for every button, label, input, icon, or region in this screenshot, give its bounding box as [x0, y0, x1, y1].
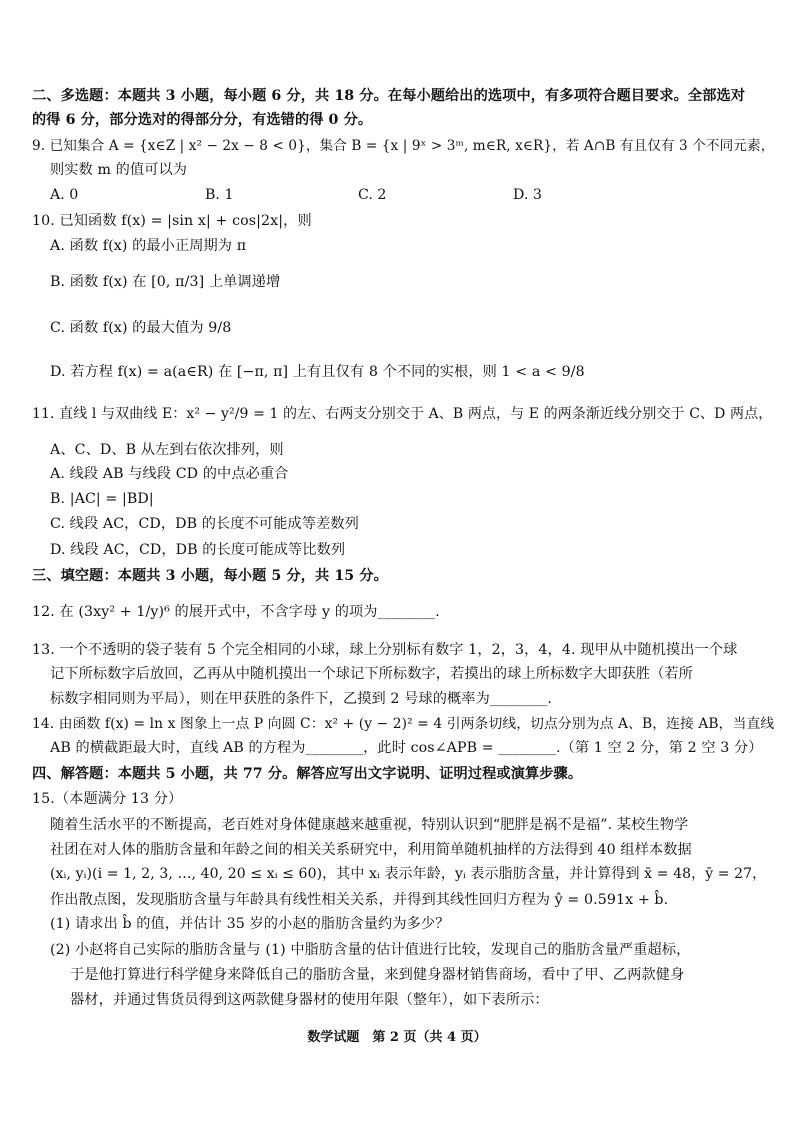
question-12: 12. 在 (3xy² + 1/y)⁶ 的展开式中，不含字母 y 的项为________. [32, 604, 440, 620]
question-10-option-b: B. 函数 f(x) 在 [0, π/3] 上单调递增 [50, 274, 281, 290]
question-9-option-b: B. 1 [205, 187, 234, 203]
question-11-stem-cont: A、C、D、B 从左到右依次排列，则 [50, 442, 284, 458]
question-10-stem: 10. 已知函数 f(x) = |sin x| + cos|2x|，则 [32, 213, 312, 229]
question-9-option-d: D. 3 [513, 187, 542, 203]
question-15-paragraph-line-3: (xᵢ, yᵢ)(i = 1, 2, 3, …, 40, 20 ≤ xᵢ ≤ 60)，其中 xᵢ 表示年龄，yᵢ 表示脂肪含量，并计算得到 x̄ = 48，ȳ = 27， [50, 866, 767, 882]
question-11-option-d: D. 线段 AC，CD，DB 的长度可能成等比数列 [50, 542, 346, 558]
question-10-option-a: A. 函数 f(x) 的最小正周期为 π [50, 238, 247, 254]
question-11-option-b: B. |AC| = |BD| [50, 491, 154, 507]
question-15-paragraph-line-1: 随着生活水平的不断提高，老百姓对身体健康越来越重视，特别认识到“肥胖是祸不是福”. 某校生物学 [50, 817, 689, 833]
question-15-part-2-line-1: (2) 小赵将自己实际的脂肪含量与 (1) 中脂肪含量的估计值进行比较，发现自己的脂肪含量严重超标， [50, 942, 691, 958]
question-13-line-3: 标数字相同则为平局），则在甲获胜的条件下，乙摸到 2 号球的概率为________. [50, 691, 553, 707]
question-14-line-2: AB 的横截距最大时，直线 AB 的方程为________，此时 cos∠APB = ________.（第 1 空 2 分，第 2 空 3 分） [50, 740, 763, 756]
question-9-option-c: C. 2 [358, 187, 387, 203]
question-9-stem: 9. 已知集合 A = {x∈Z | x² − 2x − 8 < 0}，集合 B = {x | 9ˣ > 3ᵐ, m∈R, x∈R}，若 A∩B 有且仅有 3 个不同元素， [32, 138, 775, 154]
question-13-line-1: 13. 一个不透明的袋子装有 5 个完全相同的小球，球上分别标有数字 1，2，3，4，4. 现甲从中随机摸出一个球 [32, 642, 738, 658]
answer-section-header: 四、解答题：本题共 5 小题，共 77 分。解答应写出文字说明、证明过程或演算步骤。 [32, 766, 583, 782]
page-footer: 数学试题 第 2 页（共 4 页） [307, 1030, 487, 1045]
question-11-option-a: A. 线段 AB 与线段 CD 的中点必重合 [50, 466, 289, 482]
question-15-part-2-line-2: 于是他打算进行科学健身来降低自己的脂肪含量，来到健身器材销售商场，看中了甲、乙两款健身 [70, 967, 685, 983]
question-15-part-2-line-3: 器材，并通过售货员得到这两款健身器材的使用年限（整年），如下表所示： [70, 992, 549, 1008]
question-15-paragraph-line-2: 社团在对人体的脂肪含量和年龄之间的相关关系研究中，利用简单随机抽样的方法得到 40 组样本数据 [50, 842, 692, 858]
question-13-line-2: 记下所标数字后放回，乙再从中随机摸出一个球记下所标数字，若摸出的球上所标数字大即获胜（若所 [50, 666, 693, 682]
question-15-paragraph-line-4: 作出散点图，发现脂肪含量与年龄具有线性相关关系，并得到其线性回归方程为 ŷ = 0.591x + b̂. [50, 892, 669, 908]
question-11-option-c: C. 线段 AC，CD，DB 的长度不可能成等差数列 [50, 516, 359, 532]
fill-in-section-header: 三、填空题：本题共 3 小题，每小题 5 分，共 15 分。 [32, 568, 388, 584]
question-15-title: 15.（本题满分 13 分） [32, 791, 183, 807]
question-9-option-a: A. 0 [50, 187, 79, 203]
question-15-part-1: (1) 请求出 b̂ 的值，并估计 35 岁的小赵的脂肪含量约为多少？ [50, 916, 450, 932]
question-11-stem: 11. 直线 l 与双曲线 E：x² − y²/9 = 1 的左、右两支分别交于 A、B 两点，与 E 的两条渐近线分别交于 C、D 两点， [32, 406, 773, 422]
multi-choice-section-header: 二、多选题：本题共 3 小题，每小题 6 分，共 18 分。在每小题给出的选项中，有多项符合题目要求。全部选对 [32, 88, 746, 104]
question-14-line-1: 14. 由函数 f(x) = ln x 图象上一点 P 向圆 C：x² + (y − 2)² = 4 引两条切线，切点分别为点 A、B，连接 AB，当直线 [32, 716, 775, 732]
question-10-option-d: D. 若方程 f(x) = a(a∈R) 在 [−π, π] 上有且仅有 8 个不同的实根，则 1 < a < 9/8 [50, 364, 585, 380]
question-10-option-c: C. 函数 f(x) 的最大值为 9/8 [50, 320, 232, 336]
question-9-stem-cont: 则实数 m 的值可以为 [50, 162, 188, 178]
multi-choice-section-header-cont: 的得 6 分，部分选对的得部分分，有选错的得 0 分。 [32, 112, 373, 128]
